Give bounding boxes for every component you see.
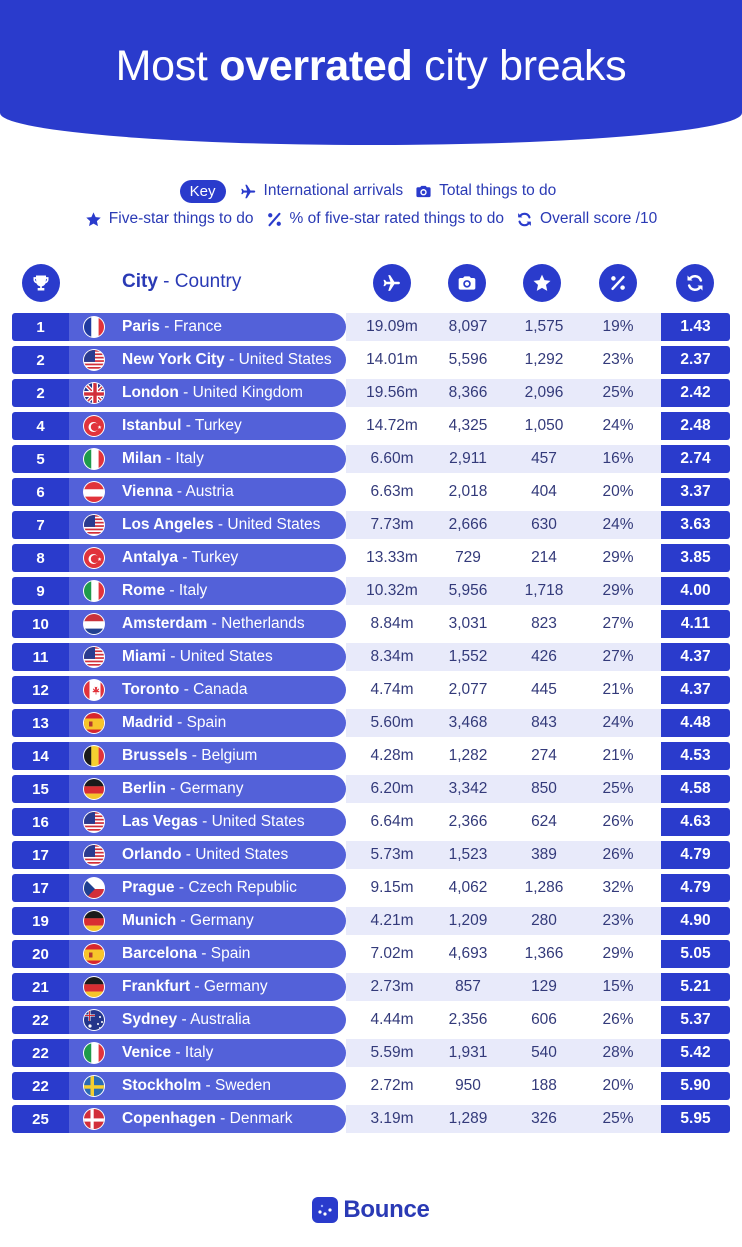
total-things-cell: 2,366 [448,813,488,830]
city-country-label: Amsterdam - Netherlands [122,615,305,632]
nl-flag-icon [83,613,105,635]
percent-cell: 26% [602,813,634,830]
table-row [0,511,742,539]
arrivals-cell: 14.01m [366,351,418,368]
uk-flag-icon [83,382,105,404]
de-flag-icon [83,910,105,932]
five-star-cell: 404 [531,483,557,500]
city-bar [69,709,346,737]
city-bar [69,742,346,770]
city-bar [69,610,346,638]
key-legend-line-1 [0,179,742,203]
table-row [0,412,742,440]
score-header-refresh-icon [676,264,714,302]
arrivals-cell: 19.56m [366,384,418,401]
rank-cell: 21 [12,973,69,1001]
five-star-cell: 445 [531,681,557,698]
refresh-icon [516,211,533,228]
rank-cell: 17 [12,874,69,902]
city-bar [69,577,346,605]
total-things-cell: 2,666 [448,516,488,533]
table-row [0,478,742,506]
arrivals-header-plane-icon [373,264,411,302]
total-things-cell: 950 [455,1077,481,1094]
key-badge: Key [180,180,226,203]
rank-cell: 16 [12,808,69,836]
five-star-cell: 624 [531,813,557,830]
five-star-cell: 457 [531,450,557,467]
rank-cell: 10 [12,610,69,638]
percent-cell: 23% [602,351,634,368]
city-country-label: Copenhagen - Denmark [122,1110,293,1127]
five-star-cell: 274 [531,747,557,764]
table-row [0,1039,742,1067]
de-flag-icon [83,778,105,800]
total-things-cell: 3,031 [448,615,488,632]
rank-cell: 11 [12,643,69,671]
key-item-percent: % of five-star rated things to do [266,210,505,228]
total-things-cell: 5,596 [448,351,488,368]
total-things-cell: 1,931 [448,1044,488,1061]
table-row [0,1105,742,1133]
five-star-cell: 2,096 [524,384,564,401]
city-country-label: Vienna - Austria [122,483,234,500]
score-cell: 4.53 [661,742,730,770]
five-star-cell: 1,575 [524,318,564,335]
table-row [0,1006,742,1034]
table-row [0,544,742,572]
arrivals-cell: 9.15m [370,879,414,896]
it-flag-icon [83,448,105,470]
table-row [0,742,742,770]
percent-cell: 25% [602,384,634,401]
rank-cell: 12 [12,676,69,704]
rank-cell: 7 [12,511,69,539]
percent-cell: 20% [602,1077,634,1094]
table-row [0,313,742,341]
city-country-label: London - United Kingdom [122,384,303,401]
us-flag-icon [83,646,105,668]
city-bar [69,412,346,440]
city-country-label: Miami - United States [122,648,273,665]
score-cell: 3.37 [661,478,730,506]
arrivals-cell: 4.44m [370,1011,414,1028]
city-bar [69,874,346,902]
key-item-score: Overall score /10 [516,210,657,228]
city-country-label: Berlin - Germany [122,780,244,797]
city-country-label: Milan - Italy [122,450,204,467]
city-bar [69,940,346,968]
be-flag-icon [83,745,105,767]
total-things-cell: 3,342 [448,780,488,797]
table-row [0,808,742,836]
score-cell: 2.74 [661,445,730,473]
five-star-cell: 129 [531,978,557,995]
score-cell: 2.48 [661,412,730,440]
it-flag-icon [83,580,105,602]
city-country-label: Paris - France [122,318,222,335]
score-cell: 2.42 [661,379,730,407]
total-things-cell: 2,018 [448,483,488,500]
rank-cell: 22 [12,1072,69,1100]
table-row [0,577,742,605]
percent-cell: 25% [602,1110,634,1127]
total-things-cell: 2,077 [448,681,488,698]
arrivals-cell: 7.73m [370,516,414,533]
table-row [0,841,742,869]
score-cell: 4.63 [661,808,730,836]
table-row [0,874,742,902]
table-row [0,940,742,968]
key-item-total: Total things to do [415,182,556,200]
us-flag-icon [83,514,105,536]
rank-cell: 9 [12,577,69,605]
total-things-cell: 4,693 [448,945,488,962]
es-flag-icon [83,943,105,965]
score-cell: 5.90 [661,1072,730,1100]
city-country-label: Rome - Italy [122,582,208,599]
rank-cell: 1 [12,313,69,341]
it-flag-icon [83,1042,105,1064]
table-row [0,1072,742,1100]
city-bar [69,775,346,803]
rank-cell: 15 [12,775,69,803]
total-things-cell: 8,366 [448,384,488,401]
city-country-label: Madrid - Spain [122,714,227,731]
arrivals-cell: 14.72m [366,417,418,434]
plane-icon [240,183,257,200]
five-star-cell: 630 [531,516,557,533]
rank-cell: 8 [12,544,69,572]
city-bar [69,1105,346,1133]
total-things-cell: 729 [455,549,481,566]
table-row [0,709,742,737]
percent-cell: 27% [602,648,634,665]
five-star-cell: 188 [531,1077,557,1094]
score-cell: 4.37 [661,676,730,704]
five-star-header-star-icon [523,264,561,302]
city-bar [69,841,346,869]
tr-flag-icon [83,415,105,437]
city-country-label: Prague - Czech Republic [122,879,297,896]
five-star-cell: 606 [531,1011,557,1028]
rank-cell: 2 [12,346,69,374]
brand-name: Bounce [343,1196,430,1223]
city-country-header: City - Country [122,271,242,292]
percent-cell: 26% [602,846,634,863]
score-cell: 5.37 [661,1006,730,1034]
score-cell: 4.58 [661,775,730,803]
rank-cell: 13 [12,709,69,737]
table-row [0,676,742,704]
score-cell: 1.43 [661,313,730,341]
five-star-cell: 1,718 [524,582,564,599]
fr-flag-icon [83,316,105,338]
arrivals-cell: 13.33m [366,549,418,566]
arrivals-cell: 5.60m [370,714,414,731]
key-item-arrivals: International arrivals [240,182,404,200]
us-flag-icon [83,811,105,833]
score-cell: 3.63 [661,511,730,539]
city-bar [69,313,346,341]
city-country-label: Venice - Italy [122,1044,214,1061]
total-things-cell: 4,325 [448,417,488,434]
city-bar [69,676,346,704]
score-cell: 5.42 [661,1039,730,1067]
arrivals-cell: 6.20m [370,780,414,797]
rank-cell: 19 [12,907,69,935]
camera-icon [415,183,432,200]
key-item-five-star: Five-star things to do [85,210,254,228]
score-cell: 4.79 [661,874,730,902]
percent-cell: 16% [602,450,634,467]
total-things-cell: 1,523 [448,846,488,863]
percent-cell: 26% [602,1011,634,1028]
percent-cell: 20% [602,483,634,500]
five-star-cell: 426 [531,648,557,665]
us-flag-icon [83,844,105,866]
city-country-label: Las Vegas - United States [122,813,305,830]
arrivals-cell: 5.59m [370,1044,414,1061]
city-bar [69,1006,346,1034]
percent-cell: 28% [602,1044,634,1061]
table-row [0,346,742,374]
percent-cell: 24% [602,714,634,731]
five-star-cell: 843 [531,714,557,731]
city-country-label: Toronto - Canada [122,681,248,698]
score-cell: 5.95 [661,1105,730,1133]
city-bar [69,511,346,539]
total-header-camera-icon [448,264,486,302]
brand-footer [0,1196,742,1224]
score-cell: 2.37 [661,346,730,374]
rank-cell: 5 [12,445,69,473]
five-star-cell: 280 [531,912,557,929]
five-star-cell: 1,366 [524,945,564,962]
arrivals-cell: 3.19m [370,1110,414,1127]
arrivals-cell: 6.63m [370,483,414,500]
city-bar [69,907,346,935]
arrivals-cell: 4.74m [370,681,414,698]
dk-flag-icon [83,1108,105,1130]
city-bar [69,973,346,1001]
percent-cell: 27% [602,615,634,632]
score-cell: 4.00 [661,577,730,605]
score-cell: 4.37 [661,643,730,671]
city-bar [69,445,346,473]
rank-cell: 4 [12,412,69,440]
city-bar [69,808,346,836]
city-country-label: Orlando - United States [122,846,289,863]
bounce-logo-icon [312,1197,338,1223]
rank-cell: 2 [12,379,69,407]
arrivals-cell: 5.73m [370,846,414,863]
city-bar [69,346,346,374]
rank-cell: 6 [12,478,69,506]
score-cell: 4.90 [661,907,730,935]
tr-flag-icon [83,547,105,569]
total-things-cell: 2,911 [449,450,487,467]
arrivals-cell: 2.72m [370,1077,414,1094]
city-country-label: Sydney - Australia [122,1011,251,1028]
score-cell: 5.21 [661,973,730,1001]
city-country-label: Barcelona - Spain [122,945,251,962]
percent-cell: 29% [602,582,634,599]
table-row [0,775,742,803]
ca-flag-icon [83,679,105,701]
rank-cell: 25 [12,1105,69,1133]
total-things-cell: 4,062 [448,879,488,896]
arrivals-cell: 7.02m [370,945,414,962]
es-flag-icon [83,712,105,734]
score-cell: 3.85 [661,544,730,572]
percent-header-percent-icon [599,264,637,302]
us-flag-icon [83,349,105,371]
rank-cell: 20 [12,940,69,968]
total-things-cell: 5,956 [448,582,488,599]
percent-cell: 24% [602,417,634,434]
total-things-cell: 857 [455,978,481,995]
city-bar [69,1039,346,1067]
arrivals-cell: 8.34m [370,648,414,665]
percent-cell: 24% [602,516,634,533]
city-bar [69,643,346,671]
percent-cell: 21% [602,681,634,698]
total-things-cell: 1,282 [448,747,488,764]
percent-cell: 19% [602,318,634,335]
city-country-label: Istanbul - Turkey [122,417,242,434]
city-country-label: Munich - Germany [122,912,254,929]
arrivals-cell: 10.32m [366,582,418,599]
de-flag-icon [83,976,105,998]
five-star-cell: 1,292 [524,351,564,368]
percent-cell: 25% [602,780,634,797]
at-flag-icon [83,481,105,503]
five-star-cell: 540 [531,1044,557,1061]
score-cell: 5.05 [661,940,730,968]
table-row [0,973,742,1001]
table-row [0,610,742,638]
arrivals-cell: 19.09m [366,318,418,335]
arrivals-cell: 4.28m [370,747,414,764]
percent-icon [266,211,283,228]
total-things-cell: 2,356 [448,1011,488,1028]
five-star-cell: 850 [531,780,557,797]
rank-cell: 14 [12,742,69,770]
key-legend-line-2 [0,207,742,231]
five-star-cell: 214 [531,549,557,566]
arrivals-cell: 6.64m [370,813,414,830]
score-cell: 4.48 [661,709,730,737]
arrivals-cell: 4.21m [370,912,414,929]
city-country-label: New York City - United States [122,351,332,368]
total-things-cell: 1,552 [448,648,488,665]
percent-cell: 29% [602,549,634,566]
table-row [0,445,742,473]
percent-cell: 21% [602,747,634,764]
city-country-label: Los Angeles - United States [122,516,321,533]
au-flag-icon [83,1009,105,1031]
score-cell: 4.11 [661,610,730,638]
trophy-icon [22,264,60,302]
percent-cell: 29% [602,945,634,962]
title-banner [0,0,742,145]
five-star-cell: 1,286 [524,879,564,896]
five-star-cell: 823 [531,615,557,632]
arrivals-cell: 8.84m [370,615,414,632]
star-icon [85,211,102,228]
arrivals-cell: 6.60m [370,450,414,467]
rank-cell: 22 [12,1006,69,1034]
total-things-cell: 1,289 [448,1110,488,1127]
total-things-cell: 3,468 [448,714,488,731]
city-country-label: Stockholm - Sweden [122,1077,272,1094]
five-star-cell: 1,050 [524,417,564,434]
rank-cell: 17 [12,841,69,869]
city-country-label: Antalya - Turkey [122,549,239,566]
city-bar [69,1072,346,1100]
table-row [0,379,742,407]
table-row [0,907,742,935]
total-things-cell: 1,209 [448,912,488,929]
percent-cell: 32% [602,879,634,896]
city-country-label: Brussels - Belgium [122,747,258,764]
page-title: Most overrated city breaks [115,42,627,90]
arrivals-cell: 2.73m [370,978,414,995]
city-bar [69,544,346,572]
se-flag-icon [83,1075,105,1097]
total-things-cell: 8,097 [448,318,488,335]
percent-cell: 23% [602,912,634,929]
five-star-cell: 389 [531,846,557,863]
table-row [0,643,742,671]
city-country-label: Frankfurt - Germany [122,978,268,995]
city-bar [69,478,346,506]
city-bar [69,379,346,407]
rank-cell: 22 [12,1039,69,1067]
cz-flag-icon [83,877,105,899]
percent-cell: 15% [602,978,634,995]
score-cell: 4.79 [661,841,730,869]
five-star-cell: 326 [531,1110,557,1127]
